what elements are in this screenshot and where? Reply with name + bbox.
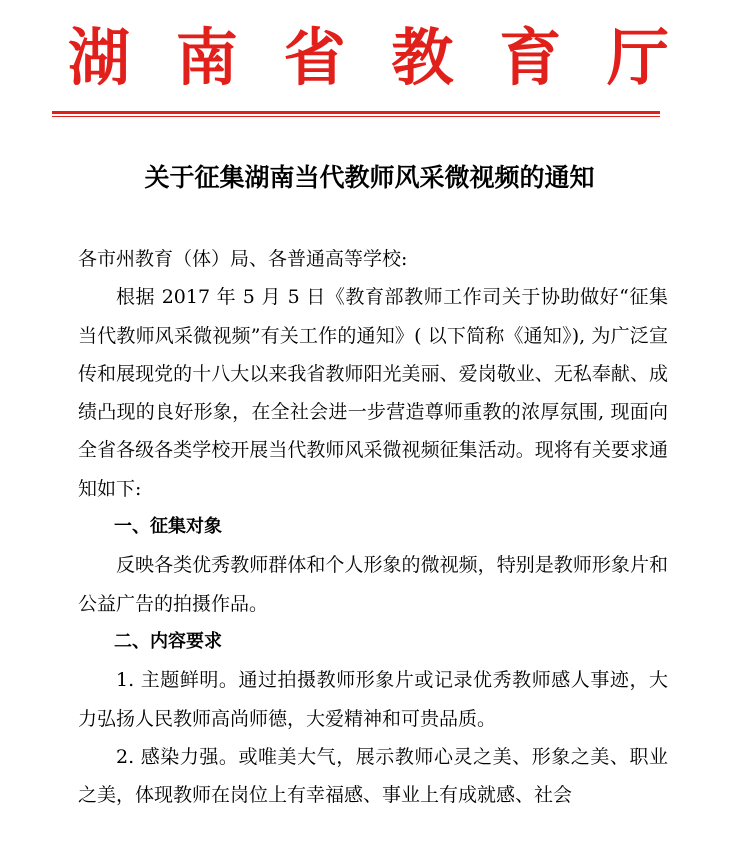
- masthead-char: 南: [175, 21, 238, 94]
- document-body: [78, 240, 668, 814]
- section-paragraph: 1. 主题鲜明。通过拍摄教师形象片或记录优秀教师感人事迹，大力弘扬人民教师高尚师德，大爱精神和可贵品质。: [78, 669, 668, 730]
- section-paragraph: 反映各类优秀教师群体和个人形象的微视频，特别是教师形象片和公益广告的拍摄作品。: [78, 554, 668, 615]
- section-paragraph: 2. 感染力强。或唯美大气，展示教师心灵之美、形象之美、职业之美，体现教师在岗位上有幸福感、事业上有成就感、社会: [78, 745, 668, 807]
- masthead-char: 教: [391, 21, 454, 94]
- section-heading: 二、内容要求: [114, 630, 222, 652]
- masthead-char: 育: [499, 21, 562, 94]
- masthead: [0, 20, 739, 100]
- section-heading: 一、征集对象: [114, 516, 222, 538]
- masthead-divider-thin: [52, 116, 660, 117]
- masthead-char: 湖: [68, 21, 131, 94]
- intro-paragraph: 根据 2017 年 5 月 5 日《教育部教师工作司关于协助做好“征集当代教师风采微视频”有关工作的通知》( 以下简称《通知》), 为广泛宣传和展现党的十八大以来我省教师阳光美丽、爱岗敬业、无私奉献、成绩凸现的良好形象，在全社会进一步营造尊师重教的浓厚氛围, 现面向全省各级各类学校开展当代教师风采微视频征集活动。现将有关要求通知如下:: [78, 286, 668, 500]
- document-title: 关于征集湖南当代教师风采微视频的通知: [144, 163, 595, 192]
- masthead-divider-thick: [52, 111, 660, 114]
- masthead-char: 省: [283, 21, 346, 94]
- masthead-char: 厅: [606, 21, 669, 94]
- addressee: 各市州教育（体）局、各普通高等学校:: [78, 248, 408, 270]
